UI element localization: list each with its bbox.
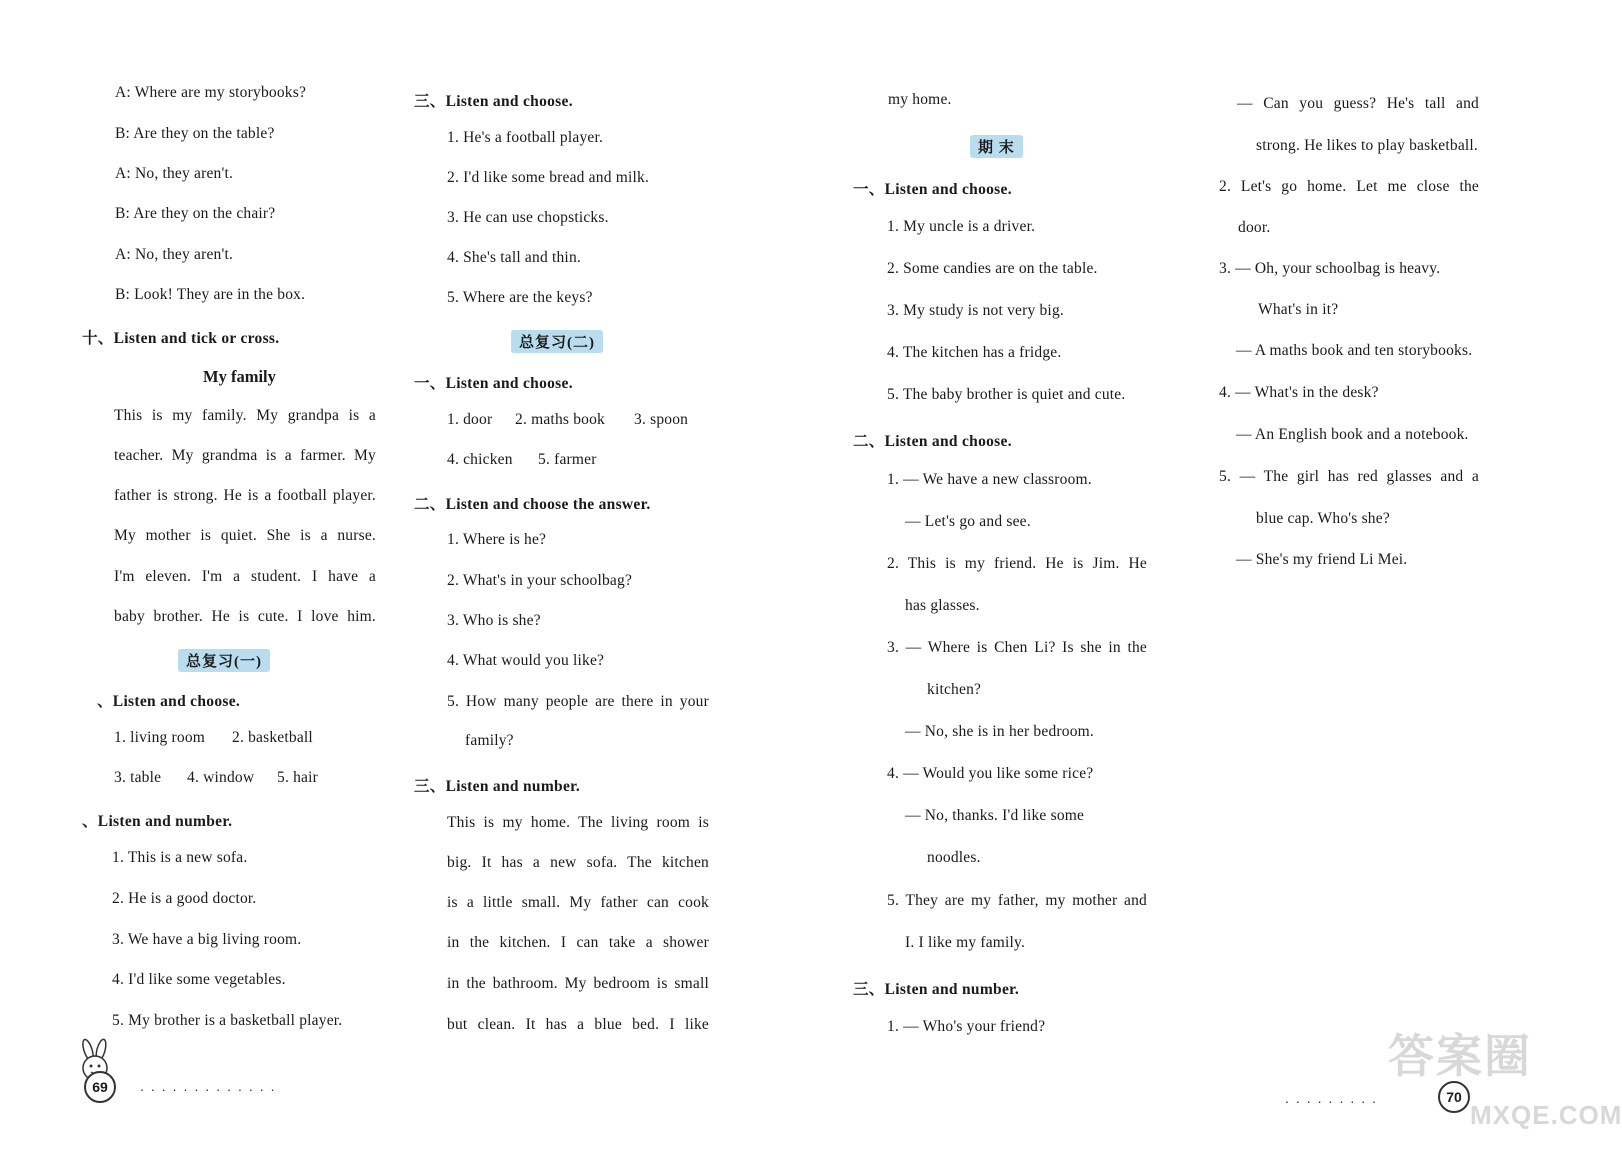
dialog-line: A: No, they aren't. bbox=[115, 246, 234, 263]
numbered-item: 5. How many people are there in your bbox=[447, 693, 709, 710]
dialog-line: strong. He likes to play basketball. bbox=[1256, 137, 1479, 154]
dialog-line: blue cap. Who's she? bbox=[1256, 510, 1390, 527]
choice-item: 5. hair bbox=[277, 769, 318, 786]
passage-line: baby brother. He is cute. I love him. bbox=[114, 608, 376, 625]
choice-item: 3. table bbox=[114, 769, 162, 786]
numbered-item: 2. I'd like some bread and milk. bbox=[447, 169, 650, 186]
dialog-line: 4. — Would you like some rice? bbox=[887, 765, 1094, 782]
dialog-line: kitchen? bbox=[927, 681, 982, 698]
section-heading: 、Listen and number. bbox=[82, 813, 233, 830]
dialog-line: B: Look! They are in the box. bbox=[115, 286, 306, 303]
dialog-line: noodles. bbox=[927, 849, 981, 866]
dialog-line: door. bbox=[1238, 219, 1271, 236]
section-heading: 、Listen and choose. bbox=[97, 693, 241, 710]
choice-item: 2. maths book bbox=[515, 411, 605, 428]
dialog-line: — Let's go and see. bbox=[905, 513, 1031, 530]
review-tag: 总复习(二) bbox=[511, 330, 603, 353]
dialog-line: What's in it? bbox=[1258, 301, 1339, 318]
dialog-line: B: Are they on the table? bbox=[115, 125, 275, 142]
dialog-line: 2. This is my friend. He is Jim. He bbox=[887, 555, 1147, 572]
section-heading: 三、Listen and choose. bbox=[414, 93, 573, 110]
dialog-line: 5. They are my father, my mother and bbox=[887, 892, 1147, 909]
passage-line: teacher. My grandma is a farmer. My bbox=[114, 447, 376, 464]
passage-line: but clean. It has a blue bed. I like bbox=[447, 1016, 709, 1033]
choice-item: 2. basketball bbox=[232, 729, 313, 746]
dialog-line: — No, she is in her bedroom. bbox=[905, 723, 1094, 740]
numbered-item: 2. Some candies are on the table. bbox=[887, 260, 1098, 277]
dialog-line: — An English book and a notebook. bbox=[1236, 426, 1469, 443]
section-heading: 二、Listen and choose. bbox=[853, 433, 1012, 450]
section-heading: 一、Listen and choose. bbox=[414, 375, 573, 392]
numbered-item: 5. Where are the keys? bbox=[447, 289, 593, 306]
dialog-line: 5. — The girl has red glasses and a bbox=[1219, 468, 1479, 485]
passage-line: This is my family. My grandpa is a bbox=[114, 407, 376, 424]
passage-title: My family bbox=[203, 367, 276, 386]
choice-item: 1. living room bbox=[114, 729, 206, 746]
passage-line: This is my home. The living room is bbox=[447, 814, 709, 831]
dialog-line: 3. — Oh, your schoolbag is heavy. bbox=[1219, 260, 1441, 277]
watermark-logo: 答案圈 bbox=[1388, 1030, 1532, 1082]
numbered-item: 4. What would you like? bbox=[447, 652, 605, 669]
dialog-line: A: Where are my storybooks? bbox=[115, 84, 307, 101]
numbered-item: 5. My brother is a basketball player. bbox=[112, 1012, 343, 1029]
choice-item: 4. window bbox=[187, 769, 255, 786]
numbered-item: 3. My study is not very big. bbox=[887, 302, 1064, 319]
dialog-line: — A maths book and ten storybooks. bbox=[1236, 342, 1473, 359]
passage-line: My mother is quiet. She is a nurse. bbox=[114, 527, 376, 544]
dotted-rule: ......... bbox=[1285, 1090, 1384, 1106]
numbered-item: 3. Who is she? bbox=[447, 612, 541, 629]
dialog-line: I. I like my family. bbox=[905, 934, 1026, 951]
page-number: 69 bbox=[84, 1071, 116, 1103]
review-tag: 总复习(一) bbox=[178, 649, 270, 672]
dialog-line: 1. — Who's your friend? bbox=[887, 1018, 1046, 1035]
numbered-item: 1. My uncle is a driver. bbox=[887, 218, 1036, 235]
choice-item: 5. farmer bbox=[538, 451, 597, 468]
numbered-item: 2. What's in your schoolbag? bbox=[447, 572, 633, 589]
watermark-url: MXQE.COM bbox=[1470, 1100, 1622, 1130]
dialog-line: B: Are they on the chair? bbox=[115, 205, 276, 222]
dialog-line: — No, thanks. I'd like some bbox=[905, 807, 1085, 824]
choice-item: 1. door bbox=[447, 411, 493, 428]
numbered-item: 2. He is a good doctor. bbox=[112, 890, 257, 907]
numbered-item: 3. We have a big living room. bbox=[112, 931, 302, 948]
numbered-item: 1. This is a new sofa. bbox=[112, 849, 248, 866]
dialog-line: — She's my friend Li Mei. bbox=[1236, 551, 1408, 568]
dialog-line: 4. — What's in the desk? bbox=[1219, 384, 1379, 401]
dialog-line: A: No, they aren't. bbox=[115, 165, 234, 182]
numbered-item: 1. Where is he? bbox=[447, 531, 547, 548]
passage-line: is a little small. My father can cook bbox=[447, 894, 709, 911]
dialog-line: — Can you guess? He's tall and bbox=[1237, 95, 1479, 112]
numbered-item: 1. He's a football player. bbox=[447, 129, 604, 146]
dialog-line: 2. Let's go home. Let me close the bbox=[1219, 178, 1479, 195]
section-heading: 三、Listen and number. bbox=[853, 981, 1020, 998]
page-number: 70 bbox=[1438, 1081, 1470, 1113]
numbered-item-cont: family? bbox=[465, 732, 514, 749]
section-heading: 三、Listen and number. bbox=[414, 778, 581, 795]
passage-line: father is strong. He is a football player. bbox=[114, 487, 376, 504]
numbered-item: 4. I'd like some vegetables. bbox=[112, 971, 286, 988]
choice-item: 4. chicken bbox=[447, 451, 513, 468]
passage-line: I'm eleven. I'm a student. I have a bbox=[114, 568, 376, 585]
numbered-item: 3. He can use chopsticks. bbox=[447, 209, 609, 226]
numbered-item: 4. The kitchen has a fridge. bbox=[887, 344, 1062, 361]
dotted-rule: ............. bbox=[140, 1078, 282, 1094]
dialog-line: 1. — We have a new classroom. bbox=[887, 471, 1092, 488]
final-exam-tag: 期 末 bbox=[970, 135, 1023, 158]
passage-line: big. It has a new sofa. The kitchen bbox=[447, 854, 709, 871]
section-heading: 十、Listen and tick or cross. bbox=[82, 330, 280, 347]
numbered-item: 4. She's tall and thin. bbox=[447, 249, 581, 266]
section-heading: 一、Listen and choose. bbox=[853, 181, 1012, 198]
numbered-item: 5. The baby brother is quiet and cute. bbox=[887, 386, 1126, 403]
dialog-line: 3. — Where is Chen Li? Is she in the bbox=[887, 639, 1147, 656]
section-heading: 二、Listen and choose the answer. bbox=[414, 496, 651, 513]
dialog-line: has glasses. bbox=[905, 597, 980, 614]
passage-line: in the bathroom. My bedroom is small bbox=[447, 975, 709, 992]
continued-line: my home. bbox=[888, 91, 952, 108]
passage-line: in the kitchen. I can take a shower bbox=[447, 934, 709, 951]
choice-item: 3. spoon bbox=[634, 411, 689, 428]
